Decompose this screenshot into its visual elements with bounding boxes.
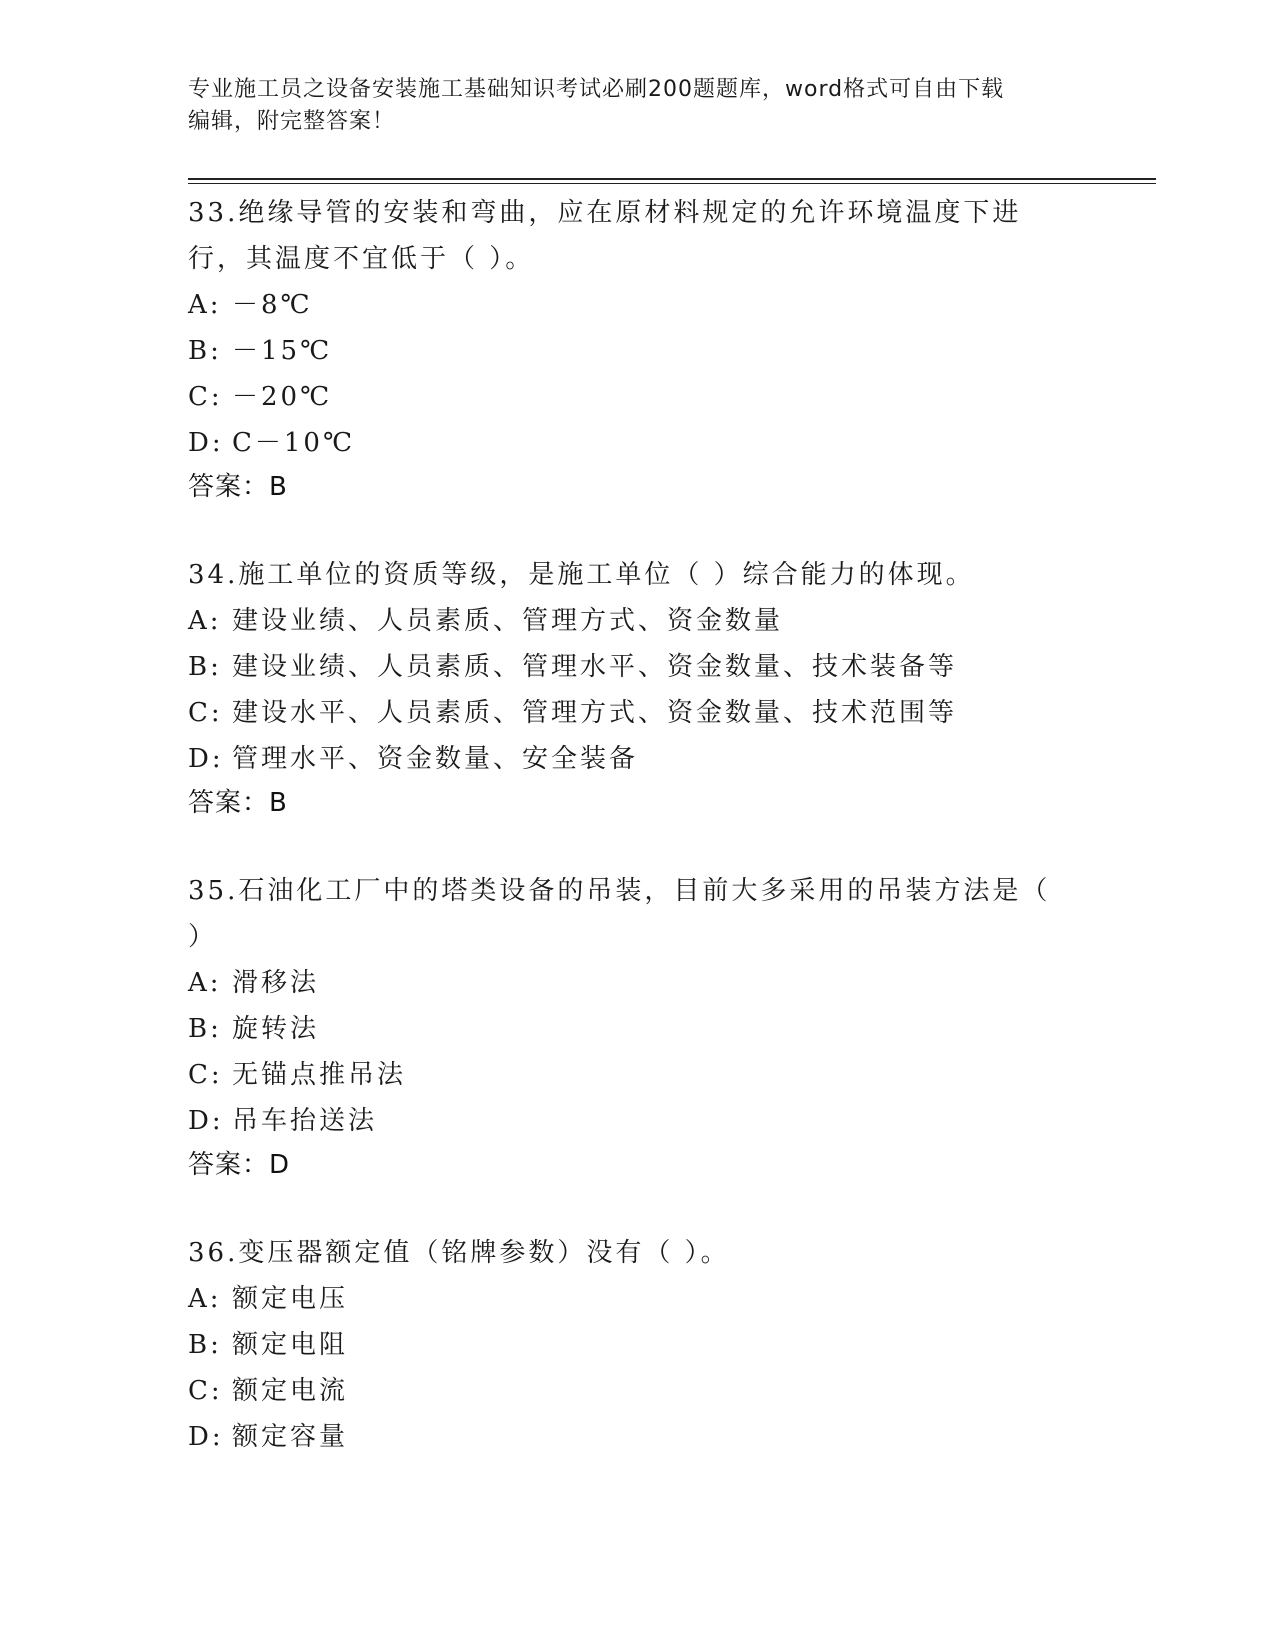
answer-label: 答案：D	[188, 1150, 291, 1180]
option-key: A:	[188, 1284, 222, 1314]
option-key: A:	[188, 290, 222, 320]
answer-label: 答案：B	[188, 472, 288, 502]
option-text: 吊车抬送法	[232, 1106, 378, 1136]
option-text: 管理水平、资金数量、安全装备	[232, 744, 639, 774]
option-key: C:	[188, 382, 223, 412]
option-c	[188, 1368, 1068, 1414]
option-text: C－10℃	[232, 428, 356, 458]
option-key: D:	[188, 744, 224, 774]
option-key: A:	[188, 968, 222, 998]
option-text: 建设水平、人员素质、管理方式、资金数量、技术范围等	[232, 698, 958, 728]
option-c	[188, 1052, 1068, 1098]
answer-label: 答案：B	[188, 788, 288, 818]
question-stem: 35.石油化工厂中的塔类设备的吊装，目前大多采用的吊装方法是（ ）	[188, 876, 1051, 952]
option-d	[188, 1414, 1068, 1460]
option-key: D:	[188, 1422, 224, 1452]
option-text: 旋转法	[232, 1014, 320, 1044]
option-text: 额定容量	[232, 1422, 349, 1452]
option-b	[188, 1006, 1068, 1052]
option-text: 建设业绩、人员素质、管理水平、资金数量、技术装备等	[232, 652, 958, 682]
option-a	[188, 282, 1068, 328]
option-text: －20℃	[232, 382, 333, 412]
option-key: B:	[188, 336, 222, 366]
header-line-1: 专业施工员之设备安装施工基础知识考试必刷200题题库，word格式可自由下载	[188, 77, 1005, 102]
option-text: －8℃	[232, 290, 313, 320]
question-stem: 33.绝缘导管的安装和弯曲，应在原材料规定的允许环境温度下进行，其温度不宜低于（ ）。	[188, 198, 1022, 274]
question-35	[188, 868, 1068, 1186]
header-line-2: 编辑，附完整答案！	[188, 109, 396, 134]
option-text: 额定电阻	[232, 1330, 349, 1360]
question-34	[188, 552, 1068, 824]
option-b	[188, 644, 1068, 690]
option-key: A:	[188, 606, 222, 636]
option-text: －15℃	[232, 336, 333, 366]
option-c	[188, 374, 1068, 420]
option-key: C:	[188, 1060, 223, 1090]
option-d	[188, 736, 1068, 782]
option-key: B:	[188, 652, 222, 682]
option-text: 无锚点推吊法	[232, 1060, 407, 1090]
option-text: 额定电流	[232, 1376, 349, 1406]
option-key: B:	[188, 1014, 222, 1044]
option-a	[188, 1276, 1068, 1322]
question-list	[188, 190, 1068, 1504]
question-33	[188, 190, 1068, 508]
option-key: C:	[188, 698, 223, 728]
option-key: D:	[188, 428, 224, 458]
question-stem: 36.变压器额定值（铭牌参数）没有（ ）。	[188, 1238, 730, 1268]
option-key: C:	[188, 1376, 223, 1406]
question-36	[188, 1230, 1068, 1460]
option-key: D:	[188, 1106, 224, 1136]
option-text: 额定电压	[232, 1284, 349, 1314]
option-a	[188, 960, 1068, 1006]
option-b	[188, 1322, 1068, 1368]
option-c	[188, 690, 1068, 736]
option-a	[188, 598, 1068, 644]
header-divider-thick	[188, 178, 1156, 180]
question-stem: 34.施工单位的资质等级，是施工单位（ ）综合能力的体现。	[188, 560, 975, 590]
document-header	[188, 74, 1068, 138]
option-b	[188, 328, 1068, 374]
option-key: B:	[188, 1330, 222, 1360]
option-d	[188, 420, 1068, 466]
option-d	[188, 1098, 1068, 1144]
option-text: 滑移法	[232, 968, 320, 998]
option-text: 建设业绩、人员素质、管理方式、资金数量	[232, 606, 784, 636]
header-divider-thin	[188, 183, 1156, 184]
